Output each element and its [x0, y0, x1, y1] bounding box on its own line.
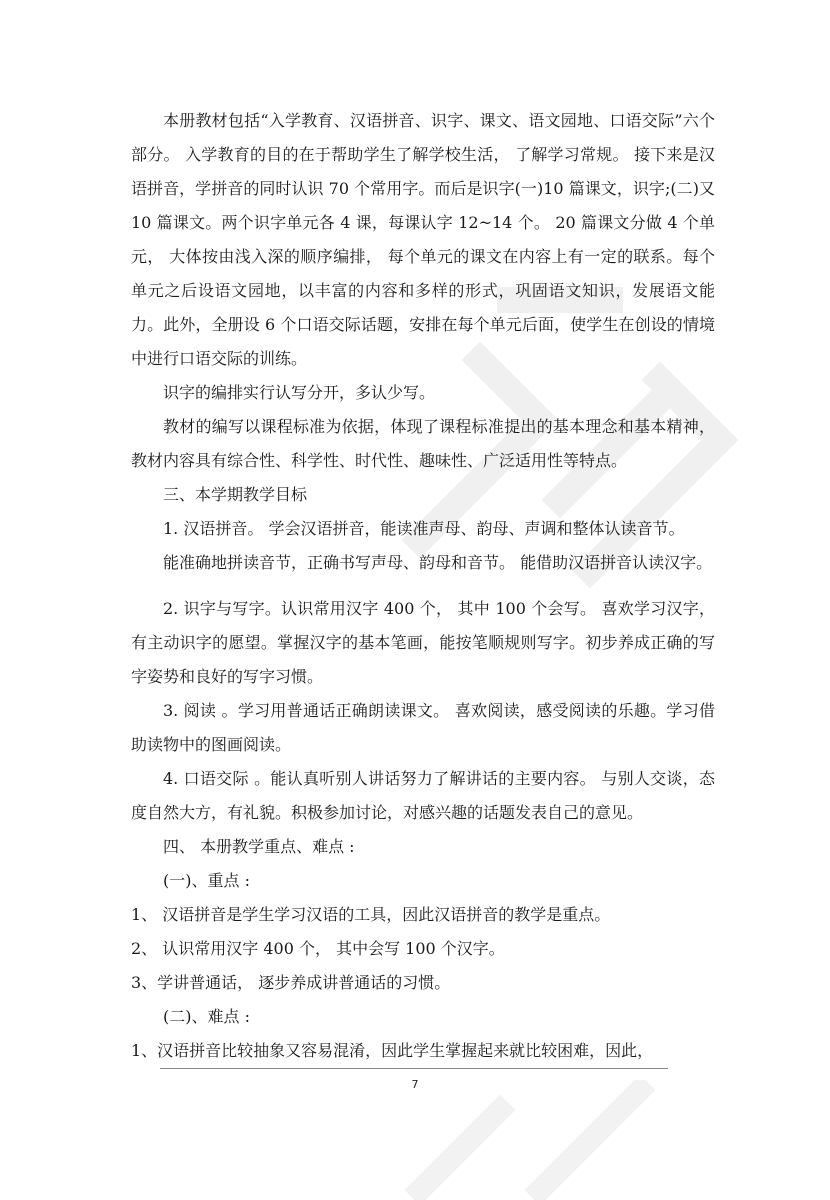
key-point-2: 2、 认识常用汉字 400 个， 其中会写 100 个汉字。	[131, 939, 505, 958]
goal-characters: 2. 识字与写字。认识常用汉字 400 个， 其中 100 个会写。 喜欢学习汉字，有主动识字的愿望。掌握汉字的基本笔画，能按笔顺规则写字。初步养成正确的写字姿势和良好的写字习惯。	[131, 599, 715, 686]
key-point-3: 3、学讲普通话， 逐步养成讲普通话的习惯。	[131, 973, 451, 992]
goal-reading: 3. 阅读 。学习用普通话正确朗读课文。 喜欢阅读，感受阅读的乐趣。学习借助读物中的图画阅读。	[131, 701, 715, 754]
page-number: 7	[411, 1078, 419, 1091]
heading-key-points: 四、 本册教学重点、难点 :	[163, 837, 355, 856]
paragraph-intro: 本册教材包括“入学教育、汉语拼音、识字、课文、语文园地、口语交际”六个部分。 入学教育的目的在于帮助学生了解学校生活， 了解学习常规。 接下来是汉语拼音，学拼音的同时认识 70 个常用字。而后是识字(一)10 篇课文，识字;(二)又 10 篇课文。两个识字单元各 4 课，每课认字 12~14 个。 20 篇课文分做 4 个单元， 大体按由浅入深的顺序编排， 每个单元的课文在内容上有一定的联系。每个单元之后设语文园地，以丰富的内容和多样的形式，巩固语文知识，发展语文能力。此外，全册设 6 个口语交际话题，安排在每个单元后面，使学生在创设的情境中进行口语交际的训练。	[131, 111, 715, 368]
subheading-key: (一)、重点 :	[163, 871, 250, 890]
goal-pinyin-detail: 能准确地拼读音节，正确书写声母、韵母和音节。 能借助汉语拼音认读汉字。	[163, 553, 713, 572]
footer-divider	[160, 1068, 668, 1069]
heading-goals: 三、本学期教学目标	[163, 485, 308, 504]
paragraph-principles: 教材的编写以课程标准为依据，体现了课程标准提出的基本理念和基本精神，教材内容具有综合性、科学性、时代性、趣味性、广泛适用性等特点。	[131, 417, 715, 470]
difficulty-point-1: 1、汉语拼音比较抽象又容易混淆，因此学生掌握起来就比较困难，因此，	[131, 1041, 654, 1060]
document-body	[131, 104, 715, 1068]
subheading-difficulty: (二)、难点 :	[163, 1007, 250, 1026]
key-point-1: 1、 汉语拼音是学生学习汉语的工具，因此汉语拼音的教学是重点。	[131, 905, 611, 924]
watermark-graphic-bottom	[380, 1080, 700, 1200]
goal-pinyin: 1. 汉语拼音。 学会汉语拼音，能读准声母、韵母、声调和整体认读音节。	[163, 519, 685, 538]
goal-oral: 4. 口语交际 。能认真听别人讲话努力了解讲话的主要内容。 与别人交谈，态度自然大方，有礼貌。积极参加讨论，对感兴趣的话题发表自己的意见。	[131, 769, 715, 822]
paragraph-literacy: 识字的编排实行认写分开，多认少写。	[163, 383, 436, 402]
